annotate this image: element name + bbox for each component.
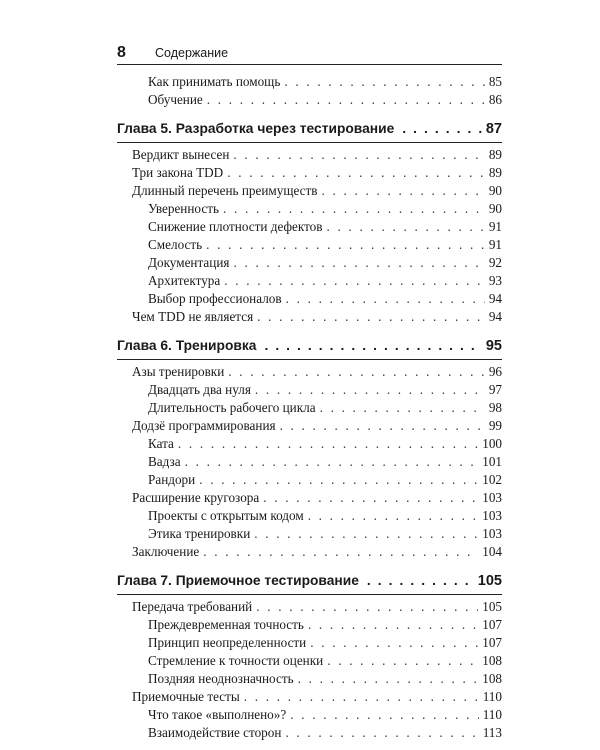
toc-section — [117, 308, 502, 326]
toc-entry-page: 100 — [482, 436, 502, 451]
dot-leader — [254, 525, 478, 543]
toc-subsection — [117, 236, 502, 254]
toc-entry-page: 101 — [482, 454, 502, 469]
toc-entry-title: Азы тренировки — [132, 364, 225, 379]
toc-entry-title: Документация — [148, 255, 230, 270]
toc-entry-page: 90 — [488, 183, 502, 198]
toc-entry-page: 107 — [482, 617, 502, 632]
toc-entry-page: 85 — [488, 74, 502, 89]
toc-section — [117, 164, 502, 182]
toc-entry-page: 108 — [482, 671, 502, 686]
dot-leader — [244, 688, 479, 706]
dot-leader — [327, 218, 485, 236]
dot-leader — [199, 471, 478, 489]
dot-leader — [298, 670, 479, 688]
toc-entry-title: Чем TDD не является — [132, 309, 254, 324]
toc-entry-title: Приемочные тесты — [132, 689, 240, 704]
dot-leader — [227, 164, 485, 182]
toc-entry-title: Двадцать два нуля — [148, 382, 251, 397]
toc-section — [117, 146, 502, 164]
toc-entry-page: 87 — [485, 121, 502, 137]
toc-subsection — [117, 670, 502, 688]
dot-leader — [290, 706, 478, 724]
toc-subsection — [117, 272, 502, 290]
dot-leader — [327, 652, 478, 670]
toc-section — [117, 543, 502, 561]
toc-subsection — [117, 525, 502, 543]
page-number: 8 — [117, 44, 126, 61]
dot-leader — [256, 598, 478, 616]
toc-entry-title: Глава 7. Приемочное тестирование — [117, 573, 359, 588]
dot-leader — [286, 290, 485, 308]
toc-entry-title: Взаимодействие сторон — [148, 725, 282, 740]
dot-leader — [402, 116, 482, 142]
dot-leader — [203, 543, 478, 561]
toc-subsection — [117, 254, 502, 272]
toc-entry-page: 105 — [477, 573, 502, 589]
toc-entry-title: Длинный перечень преимуществ — [132, 183, 318, 198]
toc-entry-page: 97 — [488, 382, 502, 397]
dot-leader — [178, 435, 478, 453]
toc-entry-page: 105 — [482, 599, 502, 614]
running-title: Содержание — [155, 46, 229, 60]
toc-entry-page: 89 — [488, 147, 502, 162]
toc-subsection — [117, 218, 502, 236]
toc-section — [117, 182, 502, 200]
toc-entry-page: 86 — [488, 92, 502, 107]
toc-entry-page: 103 — [482, 526, 502, 541]
toc-subsection — [117, 724, 502, 742]
toc-subsection — [117, 616, 502, 634]
toc-entry-page: 95 — [485, 338, 502, 354]
toc-subsection — [117, 91, 502, 109]
chapter-heading — [117, 568, 502, 595]
dot-leader — [367, 568, 474, 594]
dot-leader — [223, 200, 485, 218]
toc-entry-page: 94 — [488, 309, 502, 324]
toc-subsection — [117, 634, 502, 652]
dot-leader — [322, 182, 485, 200]
dot-leader — [255, 381, 485, 399]
toc-entry-page: 91 — [488, 219, 502, 234]
toc-entry-page: 93 — [488, 273, 502, 288]
toc-entry-page: 110 — [482, 689, 502, 704]
dot-leader — [310, 634, 478, 652]
dot-leader — [284, 73, 484, 91]
toc-entry-title: Заключение — [132, 544, 200, 559]
toc-subsection — [117, 200, 502, 218]
toc-entry-title: Поздняя неоднозначность — [148, 671, 294, 686]
toc-entry-title: Три закона TDD — [132, 165, 224, 180]
toc-entry-page: 110 — [482, 707, 502, 722]
dot-leader — [264, 333, 481, 359]
toc-entry-page: 94 — [488, 291, 502, 306]
toc-section — [117, 598, 502, 616]
table-of-contents — [117, 73, 502, 742]
toc-entry-title: Уверенность — [148, 201, 219, 216]
toc-subsection — [117, 73, 502, 91]
toc-entry-title: Этика тренировки — [148, 526, 251, 541]
toc-entry-page: 92 — [488, 255, 502, 270]
toc-entry-page: 103 — [482, 490, 502, 505]
dot-leader — [233, 146, 484, 164]
toc-section — [117, 363, 502, 381]
toc-entry-page: 98 — [488, 400, 502, 415]
toc-entry-title: Выбор профессионалов — [148, 291, 282, 306]
toc-section — [117, 417, 502, 435]
toc-entry-page: 89 — [488, 165, 502, 180]
toc-entry-title: Глава 6. Тренировка — [117, 338, 257, 353]
toc-entry-page: 113 — [482, 725, 502, 740]
page-header — [117, 42, 502, 65]
toc-subsection — [117, 471, 502, 489]
toc-entry-page: 90 — [488, 201, 502, 216]
toc-entry-title: Длительность рабочего цикла — [148, 400, 316, 415]
toc-entry-title: Рандори — [148, 472, 196, 487]
dot-leader — [228, 363, 485, 381]
dot-leader — [320, 399, 485, 417]
chapter-heading — [117, 116, 502, 143]
toc-entry-page: 103 — [482, 508, 502, 523]
toc-entry-title: Обучение — [148, 92, 203, 107]
chapter-heading — [117, 333, 502, 360]
dot-leader — [308, 507, 479, 525]
dot-leader — [207, 91, 485, 109]
toc-entry-title: Стремление к точности оценки — [148, 653, 324, 668]
toc-entry-title: Преждевременная точность — [148, 617, 304, 632]
dot-leader — [257, 308, 485, 326]
dot-leader — [224, 272, 485, 290]
toc-entry-title: Проекты с открытым кодом — [148, 508, 304, 523]
dot-leader — [206, 236, 485, 254]
toc-entry-page: 91 — [488, 237, 502, 252]
toc-subsection — [117, 706, 502, 724]
toc-entry-title: Снижение плотности дефектов — [148, 219, 323, 234]
toc-entry-page: 104 — [482, 544, 502, 559]
dot-leader — [280, 417, 485, 435]
dot-leader — [233, 254, 484, 272]
toc-subsection — [117, 381, 502, 399]
toc-subsection — [117, 453, 502, 471]
toc-section — [117, 688, 502, 706]
toc-entry-page: 107 — [482, 635, 502, 650]
toc-subsection — [117, 399, 502, 417]
toc-entry-title: Архитектура — [148, 273, 221, 288]
toc-entry-title: Что такое «выполнено»? — [148, 707, 287, 722]
toc-entry-title: Расширение кругозора — [132, 490, 260, 505]
toc-entry-title: Смелость — [148, 237, 203, 252]
toc-section — [117, 489, 502, 507]
toc-entry-title: Ката — [148, 436, 174, 451]
toc-subsection — [117, 652, 502, 670]
toc-subsection — [117, 507, 502, 525]
toc-entry-title: Передача требований — [132, 599, 253, 614]
toc-entry-title: Вадза — [148, 454, 181, 469]
toc-subsection — [117, 435, 502, 453]
dot-leader — [263, 489, 478, 507]
toc-entry-page: 108 — [482, 653, 502, 668]
toc-entry-title: Принцип неопределенности — [148, 635, 307, 650]
toc-entry-page: 99 — [488, 418, 502, 433]
toc-entry-title: Глава 5. Разработка через тестирование — [117, 121, 395, 136]
toc-entry-title: Как принимать помощь — [148, 74, 281, 89]
toc-entry-title: Вердикт вынесен — [132, 147, 230, 162]
toc-entry-page: 102 — [482, 472, 502, 487]
dot-leader — [285, 724, 478, 742]
toc-entry-page: 96 — [488, 364, 502, 379]
toc-subsection — [117, 290, 502, 308]
dot-leader — [308, 616, 478, 634]
dot-leader — [185, 453, 479, 471]
toc-entry-title: Додзё программирования — [132, 418, 276, 433]
